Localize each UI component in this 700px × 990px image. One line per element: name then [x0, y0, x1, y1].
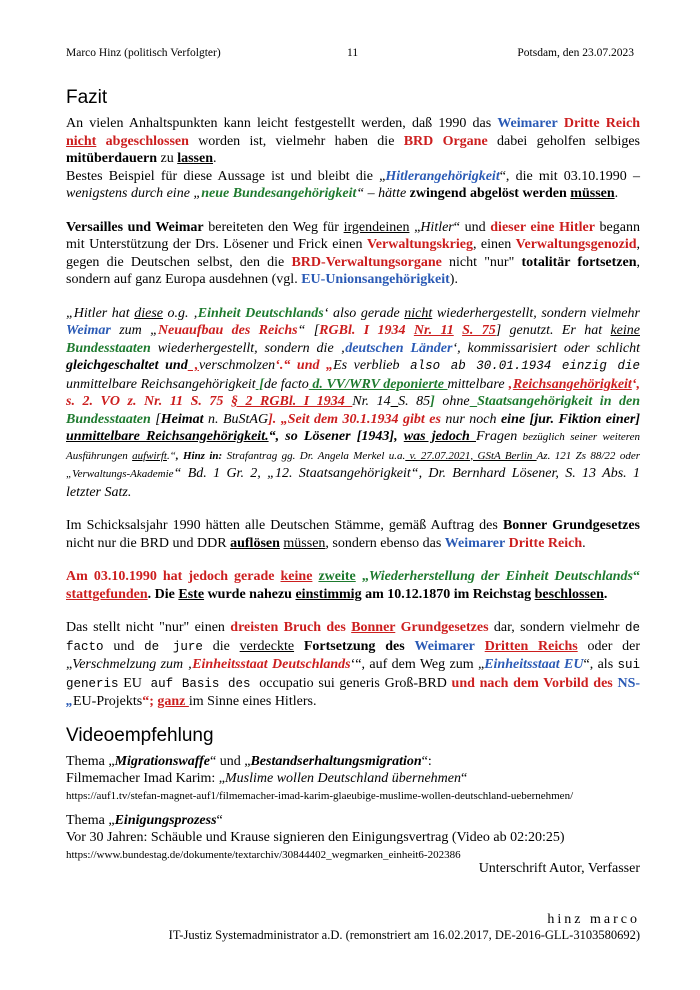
quote-block: „Hitler hat diese o.g. ‚Einheit Deutschlands‘ also gerade nicht wiederhergestellt, sondern vielmehr Weimar zum „Neuaufbau des Reichs“ [RGBl. I 1934 Nr. 11 S. 75] genutzt. Er hat keine Bundesstaaten wiederhergestellt, sondern die ‚deutschen Länder‘, kommissarisiert oder schlicht gleichgeschaltet und ‚verschmolzen‘.“ und „Es verblieb also ab 30.01.1934 einzig die unmittelbare Reichsangehörigkeit [de facto d. VV/WRV deponierte mittelbare ‚Reichsangehörigkeit‘, s. 2. VO z. Nr. 11 S. 75 § 2 RGBl. I 1934 Nr. 14 S. 85] ohne Staatsangehörigkeit in den Bundesstaaten [Heimat n. BuStAG]. „Seit dem 30.1.1934 gibt es nur noch eine [jur. Fiktion einer] unmittelbare Reichsangehörigkeit.“, so Lösener [1943], was jedoch Fragen bezüglich seiner weiteren Ausführungen aufwirft.“, Hinz in: Strafantrag gg. Dr. Angela Merkel u.a. v. 27.07.2021, GStA Berlin Az. 121 Zs 88/22 oder „Verwaltungs-Akademie“ Bd. 1 Gr. 2, „12. Staatsangehörigkeit“, Dr. Bernhard Lösener, S. 13 Abs. 1 letzter Satz. [66, 305, 641, 500]
video-1-title: Filmemacher Imad Karim: „Muslime wollen Deutschland übernehmen“ [66, 771, 468, 786]
paragraph-4: Im Schicksalsjahr 1990 hätten alle Deutschen Stämme, gemäß Auftrag des Bonner Grundgesetzes nicht nur die BRD und DDR auflösen müssen, sondern ebenso das Weimarer Dritte Reich. [66, 518, 640, 551]
paragraph-3: Versailles und Weimar bereiteten den Weg für irgendeinen „Hitler“ und dieser eine Hitler begann mit Unterstützung der Drs. Lösener und Frick einen Verwaltungskrieg, einen Verwaltungsgenozid, gegen die Deutschen selbst, den die BRD-Verwaltungsorgane nicht "nur" totalitär fortsetzen, sondern auf ganz Europa ausdehnen (vgl. EU-Unionsangehörigkeit). [66, 219, 640, 287]
video-2-link[interactable]: https://www.bundestag.de/dokumente/textarchiv/30844402_wegmarken_einheit6-202386 [66, 848, 461, 861]
paragraph-5: Am 03.10.1990 hat jedoch gerade keine zweite „Wiederherstellung der Einheit Deutschlands“ stattgefunden. Die Este wurde nahezu einstimmig am 10.12.1870 im Reichstag beschlossen. [66, 569, 641, 602]
video-2-title: Vor 30 Jahren: Schäuble und Krause signieren den Einigungsvertrag (Video ab 02:20:25) [66, 830, 565, 845]
heading-video: Videoempfehlung [66, 724, 214, 746]
signature-line: Unterschrift Autor, Verfasser [478, 861, 640, 876]
page-body [66, 86, 640, 863]
header-author: Marco Hinz (politisch Verfolgter) [66, 47, 221, 59]
paragraph-1: An vielen Anhaltspunkten kann leicht festgestellt werden, daß 1990 das Weimarer Dritte Reich nicht abgeschlossen worden ist, vielmehr haben die BRD Organe dabei geholfen selbiges mitüberdauern zu lassen. [66, 116, 640, 166]
page-number: 11 [347, 47, 359, 59]
paragraph-6: Das stellt nicht "nur" einen dreisten Bruch des Bonner Grundgesetzes dar, sondern vielmehr de facto und de jure die verdeckte Fortsetzung des Weimarer Dritten Reichs oder der „Verschmelzung zum ‚Einheitsstaat Deutschlands‘“, auf dem Weg zum „Einheitsstaat EU“, als sui generis EU auf Basis des occupatio sui generis Groß-BRD und nach dem Vorbild des NS-„EU-Projekts“; ganz im Sinne eines Hitlers. [66, 620, 641, 709]
video-1-theme: Thema „Migrationswaffe“ und „Bestandserhaltungsmigration“: [66, 753, 432, 769]
header-place-date: Potsdam, den 23.07.2023 [517, 47, 634, 59]
paragraph-2: Bestes Beispiel für diese Aussage ist und bleibt die „Hitlerangehörigkeit“, die mit 03.10.1990 – wenigstens durch eine „neue Bundesangehörigkeit“ – hätte zwingend abgelöst werden müssen. [66, 168, 640, 201]
footer-author-role: IT-Justiz Systemadministrator a.D. (remonstriert am 16.02.2017, DE-2016-GLL-3103580692) [168, 928, 640, 942]
heading-fazit: Fazit [66, 87, 108, 108]
footer-author-name: hinz marco [547, 912, 640, 927]
video-2-theme: Thema „Einigungsprozess“ [66, 812, 223, 828]
video-1-link[interactable]: https://auf1.tv/stefan-magnet-auf1/filmemacher-imad-karim-glaeubige-muslime-wollen-deutschland-uebernehmen/ [66, 789, 574, 802]
